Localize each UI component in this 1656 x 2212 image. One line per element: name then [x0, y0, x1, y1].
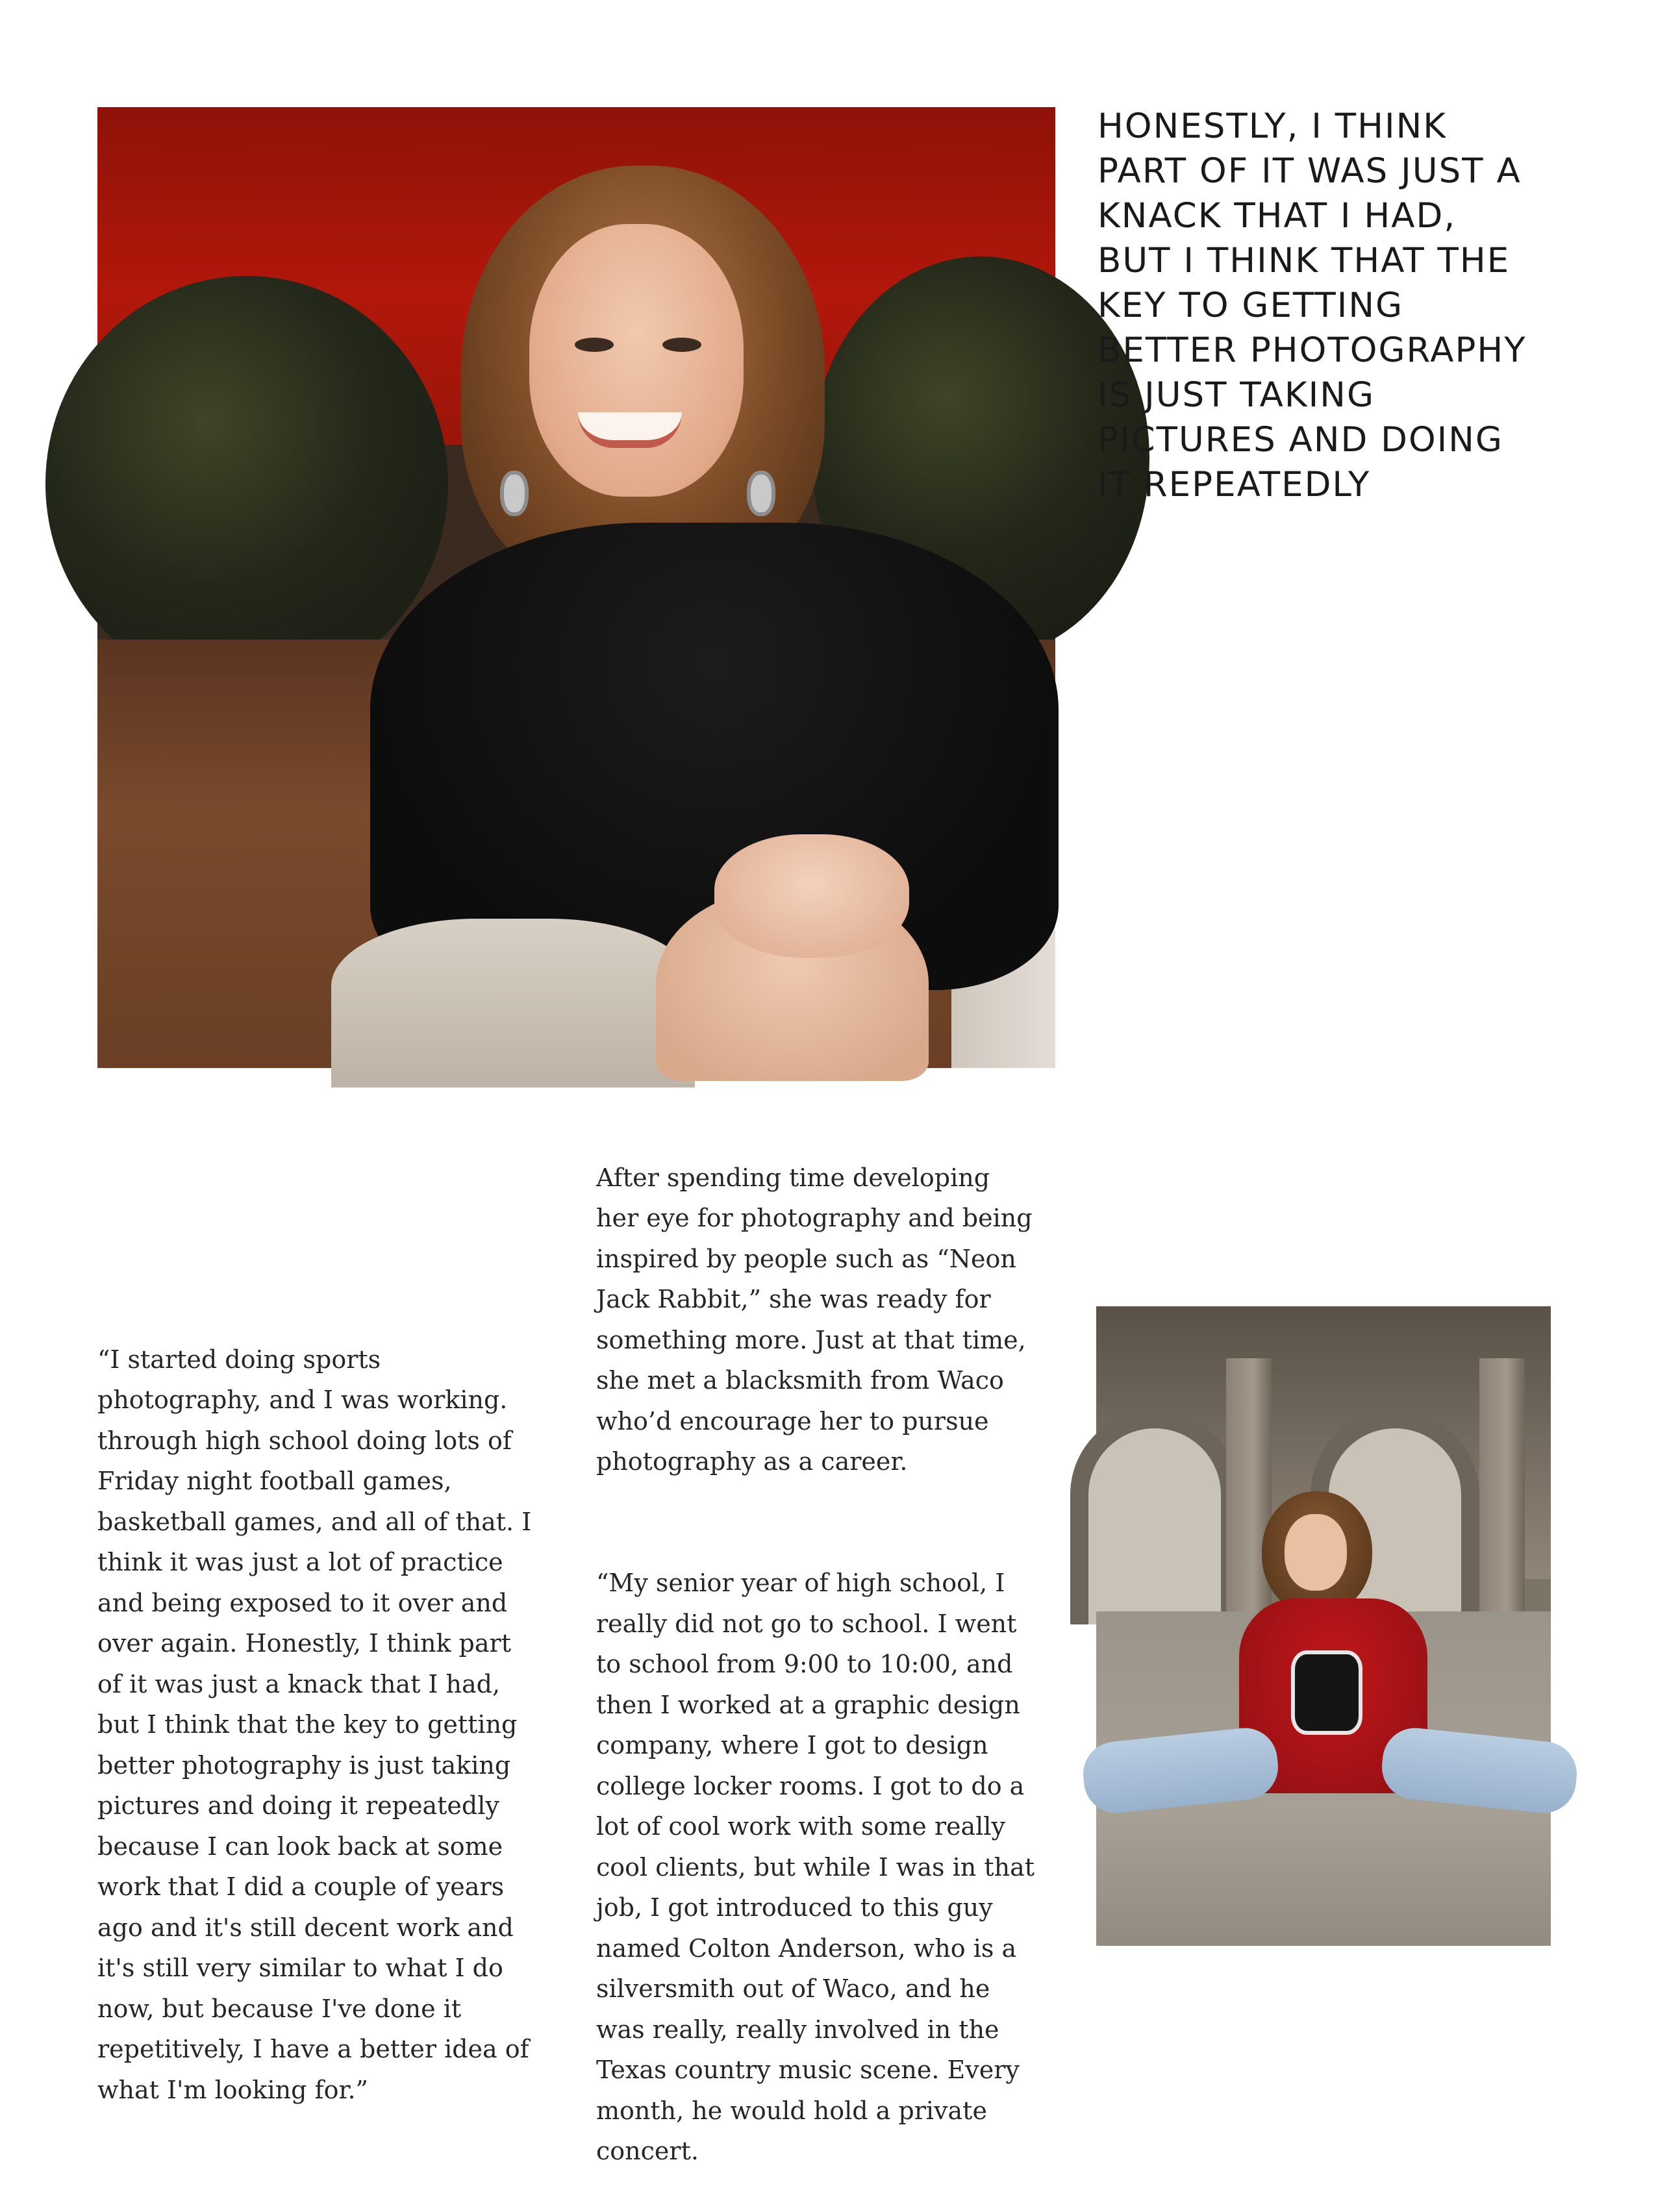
sweater-hand-graphic	[1291, 1650, 1362, 1735]
subject-left-eye	[575, 338, 614, 352]
subject-face-small	[1285, 1514, 1347, 1591]
bridge-pillar-left	[1226, 1358, 1272, 1631]
left-shrub	[45, 276, 448, 691]
left-earring	[500, 471, 529, 516]
light-skirt	[331, 919, 695, 1087]
bridge-arch-left	[1070, 1410, 1239, 1624]
left-column-paragraph: “I started doing sports photography, and I was working. through high school doing lots of Friday night football games, basketball games, and all of that. I think it was just a lot of practice and being exposed to it over and over again. Honestly, I think part of it was just a knack that I had, but I think that the key to getting better photography is just taking pictures and doing it repeatedly because I can look back at some work that I did a couple of years ago and it's still decent work and it's still very similar to what I do now, but because I've done it repetitively, I have a better idea of what I'm looking for.”	[97, 1345, 532, 2104]
pull-quote: HONESTLY, I THINK PART OF IT WAS JUST A KNACK THAT I HAD, BUT I THINK THAT THE KEY TO GETTING BETTER PHOTOGRAPHY IS JUST TAKING PICTURES AND DOING IT REPEATEDLY	[1098, 106, 1527, 504]
middle-body-column	[596, 1117, 1057, 2212]
middle-column-paragraph-2: “My senior year of high school, I really did not go to school. I went to school from 9:00 to 10:00, and then I worked at a graphic design company, where I got to design college locker rooms. I got to do a lot of cool work with some really cool clients, but while I was in that job, I got introduced to this guy named Colton Anderson, who is a silversmith out of Waco, and he was really, really involved in the Texas country music scene. Every month, he would hold a private concert.	[596, 1569, 1035, 2165]
middle-column-paragraph-1: After spending time developing her eye for photography and being inspired by people such as “Neon Jack Rabbit,” she was ready for something more. Just at that time, she met a blacksmith from Waco who’d encourage her to pursue photography as a career.	[596, 1163, 1033, 1476]
subject-hand	[714, 834, 909, 958]
bridge-pillar-right	[1479, 1358, 1525, 1631]
right-earring	[747, 471, 775, 516]
hero-portrait-photo	[97, 107, 1055, 1068]
subject-right-eye	[662, 338, 701, 352]
subject-face	[529, 224, 744, 497]
secondary-portrait-photo	[1096, 1306, 1551, 1946]
left-body-column	[97, 1299, 552, 2151]
